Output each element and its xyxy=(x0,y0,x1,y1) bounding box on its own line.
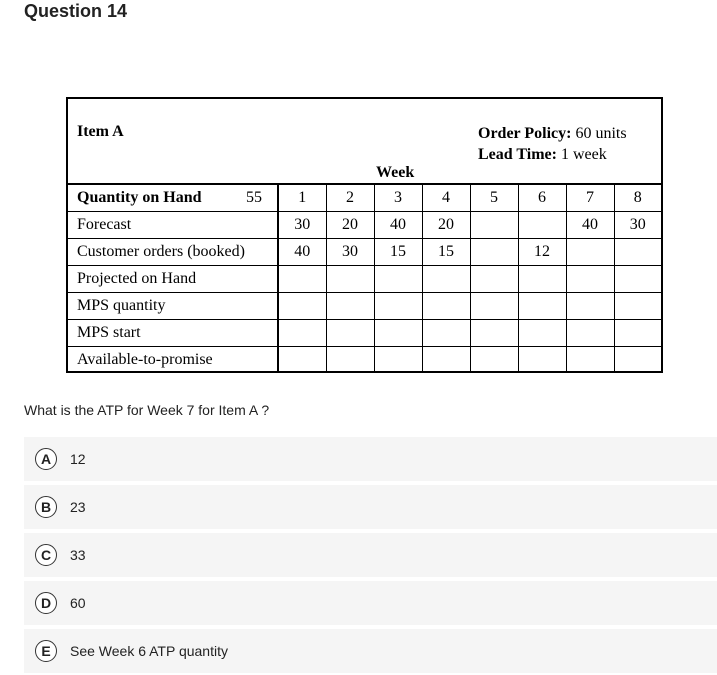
table-row xyxy=(68,238,661,265)
lead-time-value: 1 week xyxy=(560,146,607,163)
option-letter-badge: C xyxy=(35,544,57,566)
table-cell xyxy=(518,346,566,373)
table-cell: 20 xyxy=(326,211,374,238)
table-cell xyxy=(422,265,470,292)
table-cell xyxy=(566,292,614,319)
table-cell xyxy=(470,292,518,319)
table-cell xyxy=(470,265,518,292)
option-text: 12 xyxy=(70,451,86,467)
table-cell xyxy=(566,319,614,346)
row-label: Quantity on Hand xyxy=(77,188,202,206)
table-row xyxy=(68,184,661,211)
table-cell xyxy=(518,319,566,346)
row-label: MPS start xyxy=(68,319,278,346)
table-cell xyxy=(470,211,518,238)
table-cell xyxy=(326,292,374,319)
table-cell xyxy=(614,319,661,346)
table-cell xyxy=(326,319,374,346)
table-cell xyxy=(614,265,661,292)
table-cell xyxy=(374,265,422,292)
option-letter-badge: D xyxy=(35,592,57,614)
table-cell xyxy=(278,292,326,319)
row-label: Projected on Hand xyxy=(68,265,278,292)
week-number-cell: 7 xyxy=(566,184,614,211)
option-letter-badge: E xyxy=(35,640,57,662)
order-policy-line xyxy=(478,123,627,144)
table-cell xyxy=(278,346,326,373)
table-cell: 40 xyxy=(278,238,326,265)
table-cell xyxy=(566,238,614,265)
week-number-cell: 4 xyxy=(422,184,470,211)
table-cell xyxy=(374,346,422,373)
table-cell: 30 xyxy=(326,238,374,265)
option-b[interactable] xyxy=(24,485,717,529)
option-a[interactable] xyxy=(24,437,717,481)
table-row xyxy=(68,346,661,373)
item-label: Item A xyxy=(77,123,124,140)
table-cell xyxy=(614,346,661,373)
lead-time-line xyxy=(478,144,627,165)
table-cell xyxy=(518,265,566,292)
quantity-on-hand-value: 55 xyxy=(246,188,262,206)
table-cell xyxy=(470,319,518,346)
table-row xyxy=(68,319,661,346)
table-row xyxy=(68,265,661,292)
table-cell xyxy=(374,319,422,346)
row-label: MPS quantity xyxy=(68,292,278,319)
table-row xyxy=(68,292,661,319)
table-cell xyxy=(422,319,470,346)
option-c[interactable] xyxy=(24,533,717,577)
table-cell xyxy=(470,238,518,265)
table-cell xyxy=(326,265,374,292)
option-text: See Week 6 ATP quantity xyxy=(70,643,228,659)
order-policy-value: 60 units xyxy=(575,125,627,142)
table-cell: 20 xyxy=(422,211,470,238)
option-d[interactable] xyxy=(24,581,717,625)
table-cell xyxy=(518,211,566,238)
row-label: Customer orders (booked) xyxy=(68,238,278,265)
week-number-cell: 5 xyxy=(470,184,518,211)
option-text: 60 xyxy=(70,595,86,611)
week-number-cell: 6 xyxy=(518,184,566,211)
table-cell: 12 xyxy=(518,238,566,265)
row-label: Forecast xyxy=(68,211,278,238)
order-policy-label: Order Policy: xyxy=(478,125,572,142)
table-cell: 40 xyxy=(374,211,422,238)
option-letter-badge: B xyxy=(35,496,57,518)
table-cell xyxy=(278,265,326,292)
mps-table xyxy=(68,183,661,373)
week-number-cell: 1 xyxy=(278,184,326,211)
week-number-cell: 8 xyxy=(614,184,661,211)
option-text: 23 xyxy=(70,499,86,515)
week-number-cell: 3 xyxy=(374,184,422,211)
table-cell: 30 xyxy=(614,211,661,238)
option-letter-badge: A xyxy=(35,448,57,470)
table-cell xyxy=(278,319,326,346)
table-cell: 15 xyxy=(422,238,470,265)
table-cell xyxy=(614,292,661,319)
table-cell xyxy=(566,346,614,373)
week-header: Week xyxy=(376,164,415,181)
table-cell xyxy=(374,292,422,319)
mps-figure xyxy=(66,97,663,373)
table-cell: 30 xyxy=(278,211,326,238)
lead-time-label: Lead Time: xyxy=(478,146,557,163)
table-cell xyxy=(422,346,470,373)
row-label: Available-to-promise xyxy=(68,346,278,373)
table-cell xyxy=(614,238,661,265)
table-cell: 15 xyxy=(374,238,422,265)
option-text: 33 xyxy=(70,547,86,563)
week-number-cell: 2 xyxy=(326,184,374,211)
question-prompt: What is the ATP for Week 7 for Item A ? xyxy=(24,402,270,418)
table-cell xyxy=(518,292,566,319)
option-e[interactable] xyxy=(24,629,717,673)
table-cell xyxy=(470,346,518,373)
table-cell xyxy=(566,265,614,292)
table-cell: 40 xyxy=(566,211,614,238)
table-cell xyxy=(326,346,374,373)
policy-block xyxy=(478,123,627,165)
quantity-on-hand-cell xyxy=(68,184,278,211)
question-title: Question 14 xyxy=(24,1,128,21)
table-cell xyxy=(422,292,470,319)
table-row xyxy=(68,211,661,238)
